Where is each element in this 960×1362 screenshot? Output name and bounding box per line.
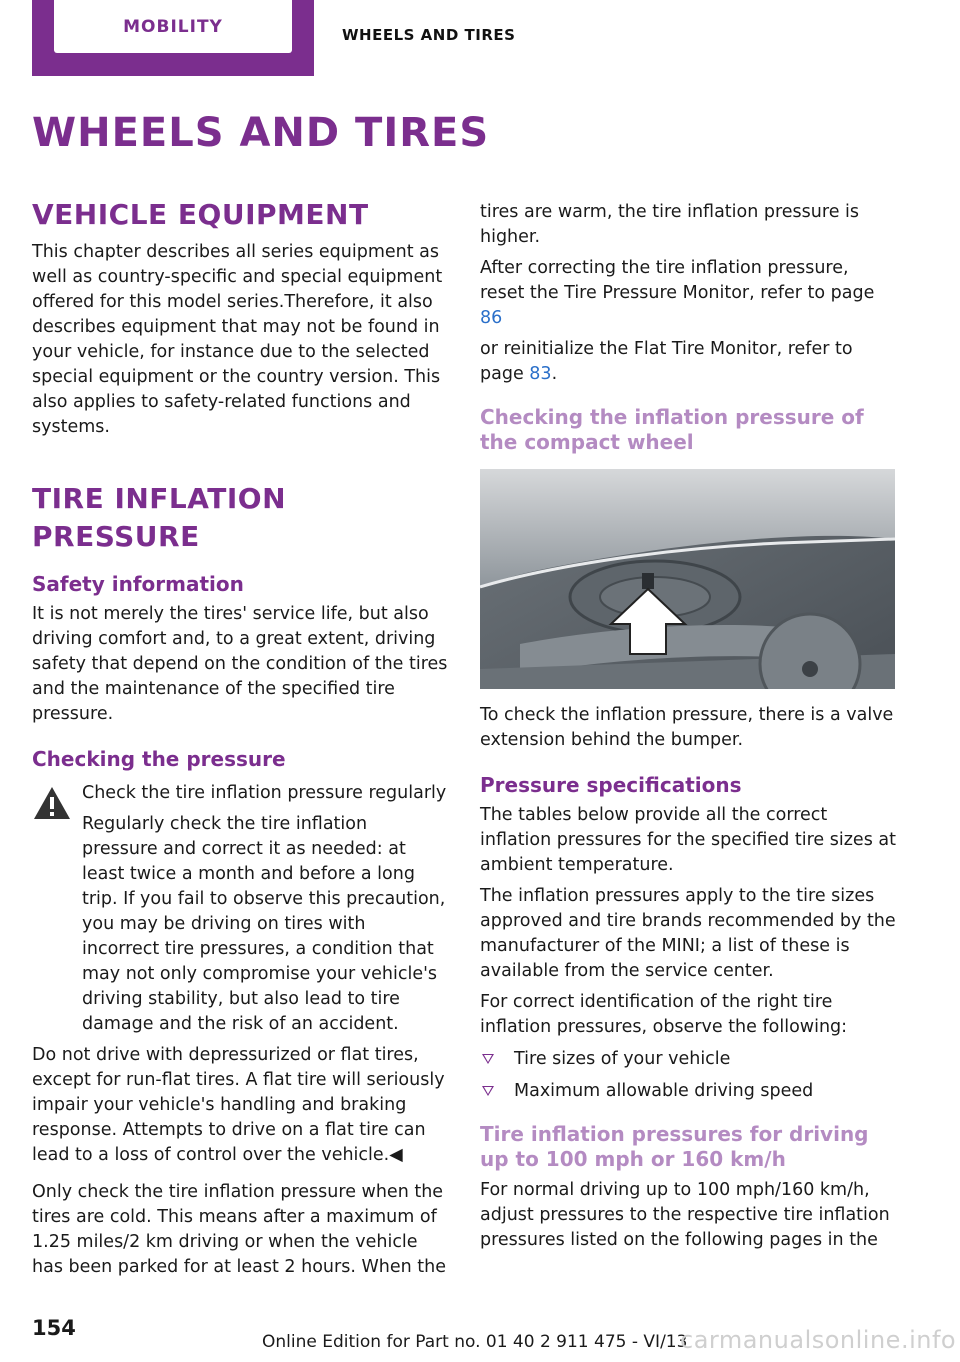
warning-block xyxy=(32,781,448,1037)
heading-speed-pressures: Tire inflation pressures for driving up to 100 mph or 160 km/h xyxy=(480,1122,869,1171)
valve-extension-figure xyxy=(480,469,895,689)
warm-tires-text: tires are warm, the tire inflation pressure is higher. xyxy=(480,202,860,247)
header-tab-label: MOBILITY xyxy=(54,0,292,53)
figure-caption: To check the inflation pressure, there is a valve extension behind the bumper. xyxy=(480,705,894,750)
list-item: Tire sizes of your vehicle xyxy=(480,1047,896,1072)
triangle-bullet-icon xyxy=(482,1054,494,1064)
spec-text-3: For correct identification of the right tire inflation pressures, observe the following: xyxy=(480,992,848,1037)
warning-triangle-icon xyxy=(32,785,72,821)
heading-checking-pressure: Checking the pressure xyxy=(32,747,286,771)
list-item: Maximum allowable driving speed xyxy=(480,1079,896,1104)
reinit-ftm-text: or reinitialize the Flat Tire Monitor, refer to page 83. xyxy=(480,339,853,384)
warning-text-1: Regularly check the tire inflation pressure and correct it as needed: at least twice a month and before a long trip. If you fail to observe this precaution, you may be driving on tires with incorrect tire pressures, a condition that may not only compromise your vehicle's driving stability, but also lead to tire damage and the risk of an accident. xyxy=(82,814,446,1034)
header-section-title: WHEELS AND TIRES xyxy=(342,26,516,44)
bumper-photo-illustration xyxy=(480,469,895,689)
heading-tire-inflation-pressure: TIRE INFLATION PRESSURE xyxy=(32,482,287,553)
link-page-86[interactable]: 86 xyxy=(480,308,503,328)
spec-text-2: The inflation pressures apply to the tire sizes approved and tire brands recommended by the manufacturer of the MINI; a list of these is available from the service center. xyxy=(480,886,896,981)
spec-text-1: The tables below provide all the correct inflation pressures for the specified tire sizes at ambient temperature. xyxy=(480,805,896,875)
link-page-83[interactable]: 83 xyxy=(529,364,552,384)
speed-text: For normal driving up to 100 mph/160 km/h, adjust pressures to the respective tire inflation pressures listed on the following pages in the xyxy=(480,1180,890,1250)
spec-bullet-list xyxy=(480,1047,896,1104)
watermark: carmanualsonline.info xyxy=(680,1326,957,1354)
vehicle-equipment-text: This chapter describes all series equipment as well as country-specific and special equipment offered for this model series.Therefore, it also describes equipment that may not be found in your vehicle, for instance due to the selected special equipment or the country version. This also applies to safety-related functions and systems. xyxy=(32,242,443,437)
right-column xyxy=(480,200,896,1253)
header-tab-mobility[interactable] xyxy=(32,0,314,76)
triangle-bullet-icon xyxy=(482,1086,494,1096)
heading-safety-information: Safety information xyxy=(32,572,244,596)
page-number: 154 xyxy=(32,1316,76,1340)
heading-pressure-specifications: Pressure specifications xyxy=(480,773,742,797)
footer-edition: Online Edition for Part no. 01 40 2 911 475 - VI/13 xyxy=(262,1332,688,1352)
heading-vehicle-equipment: VEHICLE EQUIPMENT xyxy=(32,198,369,231)
warning-text-2: Do not drive with depressurized or flat tires, except for run-flat tires. A flat tire will seriously impair your vehicle's handling and braking response. Attempts to drive on a flat tire can lead to a loss of control over the vehicle.◀ xyxy=(32,1045,445,1165)
reset-tpm-text: After correcting the tire inflation pressure, reset the Tire Pressure Monitor, refer to page 86 xyxy=(480,258,875,328)
heading-compact-wheel: Checking the inflation pressure of the compact wheel xyxy=(480,405,864,454)
left-column xyxy=(32,196,448,1280)
warning-title: Check the tire inflation pressure regularly xyxy=(82,783,447,803)
safety-information-text: It is not merely the tires' service life, but also driving comfort and, to a great extent, driving safety that depend on the condition of the tires and the maintenance of the specified tire pressure. xyxy=(32,604,448,724)
cold-tires-text: Only check the tire inflation pressure when the tires are cold. This means after a maximum of 1.25 miles/2 km driving or when the vehicle has been parked for at least 2 hours. When the xyxy=(32,1182,446,1277)
page-title: WHEELS AND TIRES xyxy=(32,110,490,156)
